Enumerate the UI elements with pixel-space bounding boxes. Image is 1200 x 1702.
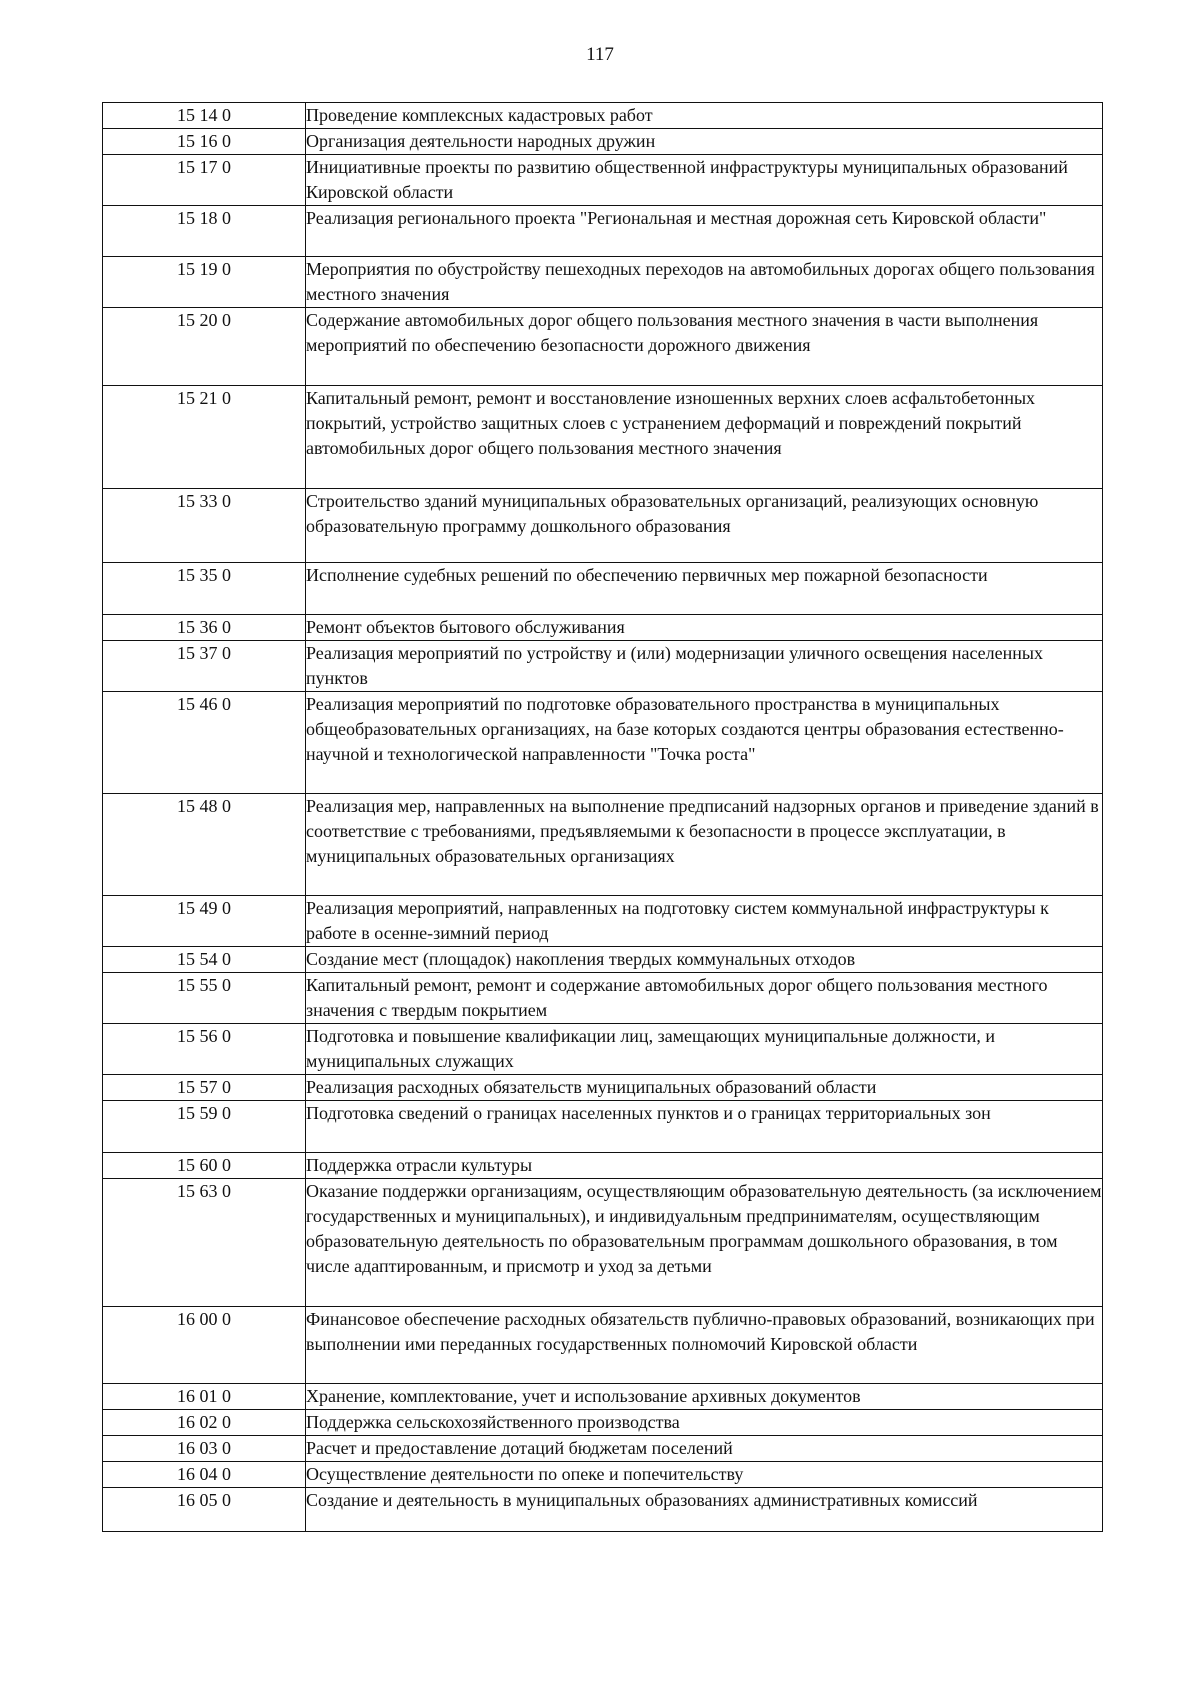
row-description: Осуществление деятельности по опеке и попечительству: [306, 1462, 1103, 1488]
row-description: Поддержка отрасли культуры: [306, 1153, 1103, 1179]
row-description: Реализация мероприятий, направленных на подготовку систем коммунальной инфраструктуры к работе в осенне-зимний период: [306, 896, 1103, 947]
row-code: 15 16 0: [103, 129, 306, 155]
table-row: [103, 386, 1103, 489]
row-description: Реализация мероприятий по подготовке образовательного пространства в муниципальных общеобразовательных организациях, на базе которых создаются центры образования естественно-научной и технологической направленности "Точка роста": [306, 692, 1103, 794]
table-row: [103, 489, 1103, 563]
row-description: Капитальный ремонт, ремонт и восстановление изношенных верхних слоев асфальтобетонных покрытий, устройство защитных слоев с устранением деформаций и повреждений покрытий автомобильных дорог общего пользования местного значения: [306, 386, 1103, 489]
row-description: Создание мест (площадок) накопления твердых коммунальных отходов: [306, 947, 1103, 973]
table-row: [103, 1153, 1103, 1179]
table-row: [103, 1488, 1103, 1532]
row-code: 15 36 0: [103, 615, 306, 641]
table-row: [103, 947, 1103, 973]
row-code: 15 35 0: [103, 563, 306, 615]
row-code: 15 20 0: [103, 308, 306, 386]
row-description: Капитальный ремонт, ремонт и содержание автомобильных дорог общего пользования местного значения с твердым покрытием: [306, 973, 1103, 1024]
table-row: [103, 1179, 1103, 1307]
row-description: Содержание автомобильных дорог общего пользования местного значения в части выполнения мероприятий по обеспечению безопасности дорожного движения: [306, 308, 1103, 386]
table-row: [103, 257, 1103, 308]
row-code: 15 46 0: [103, 692, 306, 794]
row-code: 16 00 0: [103, 1307, 306, 1384]
row-code: 15 63 0: [103, 1179, 306, 1307]
row-code: 15 57 0: [103, 1075, 306, 1101]
table-row: [103, 973, 1103, 1024]
table-row: [103, 615, 1103, 641]
row-description: Инициативные проекты по развитию общественной инфраструктуры муниципальных образований Кировской области: [306, 155, 1103, 206]
row-description: Подготовка и повышение квалификации лиц, замещающих муниципальные должности, и муниципальных служащих: [306, 1024, 1103, 1075]
row-code: 16 02 0: [103, 1410, 306, 1436]
budget-codes-table: [102, 102, 1103, 1532]
row-description: Проведение комплексных кадастровых работ: [306, 103, 1103, 129]
row-description: Строительство зданий муниципальных образовательных организаций, реализующих основную образовательную программу дошкольного образования: [306, 489, 1103, 563]
row-description: Подготовка сведений о границах населенных пунктов и о границах территориальных зон: [306, 1101, 1103, 1153]
row-description: Исполнение судебных решений по обеспечению первичных мер пожарной безопасности: [306, 563, 1103, 615]
row-description: Реализация расходных обязательств муниципальных образований области: [306, 1075, 1103, 1101]
table-row: [103, 1075, 1103, 1101]
table-row: [103, 129, 1103, 155]
table-row: [103, 1024, 1103, 1075]
table-body: [103, 103, 1103, 1532]
row-description: Реализация мероприятий по устройству и (или) модернизации уличного освещения населенных пунктов: [306, 641, 1103, 692]
row-description: Реализация мер, направленных на выполнение предписаний надзорных органов и приведение зданий в соответствие с требованиями, предъявляемыми к безопасности в процессе эксплуатации, в муниципальных образовательных организациях: [306, 794, 1103, 896]
row-code: 16 05 0: [103, 1488, 306, 1532]
row-code: 15 54 0: [103, 947, 306, 973]
row-description: Расчет и предоставление дотаций бюджетам поселений: [306, 1436, 1103, 1462]
row-description: Создание и деятельность в муниципальных образованиях административных комиссий: [306, 1488, 1103, 1532]
row-code: 15 55 0: [103, 973, 306, 1024]
row-code: 15 14 0: [103, 103, 306, 129]
table-row: [103, 896, 1103, 947]
row-code: 15 33 0: [103, 489, 306, 563]
table-row: [103, 206, 1103, 257]
row-code: 16 01 0: [103, 1384, 306, 1410]
row-code: 15 18 0: [103, 206, 306, 257]
row-description: Финансовое обеспечение расходных обязательств публично-правовых образований, возникающих при выполнении ими переданных государственных полномочий Кировской области: [306, 1307, 1103, 1384]
row-description: Хранение, комплектование, учет и использование архивных документов: [306, 1384, 1103, 1410]
table-row: [103, 1307, 1103, 1384]
row-description: Мероприятия по обустройству пешеходных переходов на автомобильных дорогах общего пользования местного значения: [306, 257, 1103, 308]
table-row: [103, 308, 1103, 386]
row-description: Оказание поддержки организациям, осуществляющим образовательную деятельность (за исключением государственных и муниципальных), и индивидуальным предпринимателям, осуществляющим образовательную деятельность по образовательным программам дошкольного образования, в том числе адаптированным, и присмотр и уход за детьми: [306, 1179, 1103, 1307]
table-row: [103, 103, 1103, 129]
table-row: [103, 794, 1103, 896]
table-row: [103, 563, 1103, 615]
row-code: 15 17 0: [103, 155, 306, 206]
table-row: [103, 1101, 1103, 1153]
table-row: [103, 155, 1103, 206]
row-code: 16 04 0: [103, 1462, 306, 1488]
table-row: [103, 692, 1103, 794]
row-code: 15 37 0: [103, 641, 306, 692]
row-code: 15 59 0: [103, 1101, 306, 1153]
table-row: [103, 1410, 1103, 1436]
row-code: 15 19 0: [103, 257, 306, 308]
row-description: Поддержка сельскохозяйственного производства: [306, 1410, 1103, 1436]
table-row: [103, 1436, 1103, 1462]
page-number: 117: [586, 44, 614, 65]
row-code: 15 48 0: [103, 794, 306, 896]
row-description: Ремонт объектов бытового обслуживания: [306, 615, 1103, 641]
row-code: 16 03 0: [103, 1436, 306, 1462]
row-description: Реализация регионального проекта "Региональная и местная дорожная сеть Кировской области": [306, 206, 1103, 257]
row-code: 15 56 0: [103, 1024, 306, 1075]
row-code: 15 49 0: [103, 896, 306, 947]
row-code: 15 60 0: [103, 1153, 306, 1179]
table-row: [103, 641, 1103, 692]
table-row: [103, 1462, 1103, 1488]
table-row: [103, 1384, 1103, 1410]
row-description: Организация деятельности народных дружин: [306, 129, 1103, 155]
row-code: 15 21 0: [103, 386, 306, 489]
